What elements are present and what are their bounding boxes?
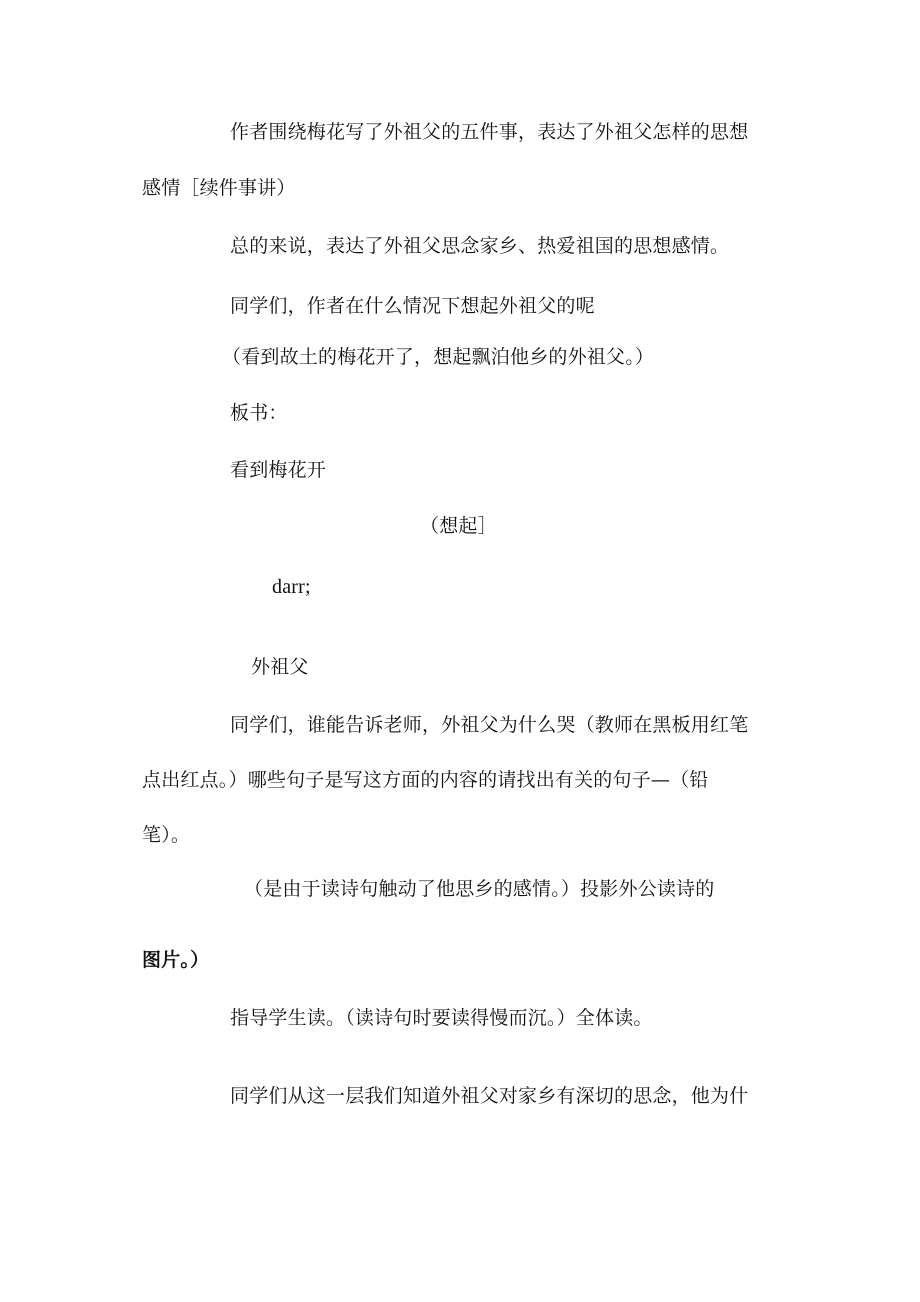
paragraph-line-3: 同学们，谁能告诉老师，外祖父为什么哭（教师在黑板用红笔 <box>230 714 749 736</box>
paragraph-line-8: 指导学生读。（读诗句时要读得慢而沉。）全体读。 <box>230 1007 653 1029</box>
blackboard-item-1: 看到梅花开 <box>230 459 327 481</box>
paragraph-line-5: 笔）。 <box>142 824 191 846</box>
paragraph-line-6: （是由于读诗句触动了他思乡的感情。）投影外公读诗的 <box>244 878 715 900</box>
paragraph-summary: 总的来说，表达了外祖父思念家乡、热爱祖国的思想感情。 <box>230 235 730 257</box>
arrow-entity-text: darr; <box>272 576 311 598</box>
blackboard-label: 板书： <box>230 402 288 424</box>
paragraph-line-4: 点出红点。）哪些句子是写这方面的内容的请找出有关的句子—（铅 <box>142 769 709 791</box>
paragraph-line-7: 图片。） <box>142 949 210 971</box>
answer-line: （看到故土的梅花开了，想起飘泊他乡的外祖父。） <box>222 346 655 368</box>
blackboard-item-3: 外祖父 <box>251 656 309 678</box>
paragraph-line-2: 感情［续件事讲） <box>142 177 296 199</box>
question-line: 同学们，作者在什么情况下想起外祖父的呢 <box>230 295 595 317</box>
paragraph-line-9: 同学们从这一层我们知道外祖父对家乡有深切的思念，他为什 <box>230 1085 749 1107</box>
paragraph-line-1: 作者围绕梅花写了外祖父的五件事，表达了外祖父怎样的思想 <box>230 121 749 143</box>
blackboard-item-2: （想起］ <box>420 515 497 537</box>
